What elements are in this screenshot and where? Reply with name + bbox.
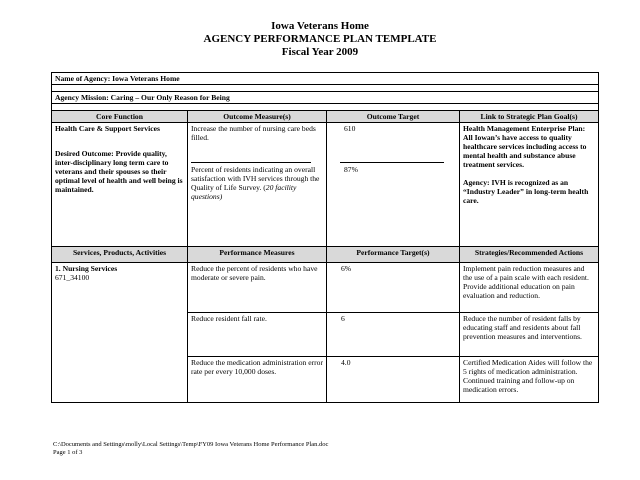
header-performance-targets: Performance Target(s) xyxy=(327,247,460,263)
spacer-row xyxy=(52,104,599,111)
header-strategies: Strategies/Recommended Actions xyxy=(460,247,599,263)
measure-2-main: Percent of residents indicating an overall satisfaction with IVH services through the Quality of Life Survey. ( xyxy=(191,165,320,192)
agency-name-row xyxy=(52,73,599,85)
header-core-function: Core Function xyxy=(52,111,188,123)
link-1: Health Management Enterprise Plan: All Iowan’s have access to quality healthcare services including access to mental health and substance abuse treatment services. xyxy=(463,124,587,169)
performance-measure: Reduce the medication administration error rate per every 10,000 doses. xyxy=(188,357,327,403)
header-outcome-target: Outcome Target xyxy=(327,111,460,123)
outcome-measures-cell xyxy=(188,123,327,247)
desired-outcome-text: Desired Outcome: Provide quality, inter-disciplinary long term care to veterans and their spouses so their optimal level of health and well being is maintained. xyxy=(55,149,183,194)
outcome-target-cell xyxy=(327,123,460,247)
performance-target: 4.0 xyxy=(327,357,460,403)
divider xyxy=(340,162,444,163)
measure-2-note: 20 facility questions) xyxy=(191,183,297,201)
recommended-action: Implement pain reduction measures and the use of a pain scale with each resident. Provide additional education on pain evaluation and reduction. xyxy=(460,263,599,313)
section1-body-row xyxy=(52,123,599,247)
section1-header-row xyxy=(52,111,599,123)
link-2: Agency: IVH is recognized as an “Industry Leader” in long-term health care. xyxy=(463,178,589,205)
header-services: Services, Products, Activities xyxy=(52,247,188,263)
header-link-strategic: Link to Strategic Plan Goal(s) xyxy=(460,111,599,123)
recommended-action: Reduce the number of resident falls by educating staff and residents about fall prevention measures and interventions. xyxy=(460,313,599,357)
performance-measure: Reduce the percent of residents who have moderate or severe pain. xyxy=(188,263,327,313)
page-footer xyxy=(53,441,328,457)
measure-2 xyxy=(191,165,323,201)
core-function-text: Health Care & Support Services xyxy=(55,124,160,133)
agency-mission: Agency Mission: Caring – Our Only Reason for Being xyxy=(52,92,599,104)
performance-target: 6 xyxy=(327,313,460,357)
service-name: 1. Nursing Services xyxy=(55,264,118,273)
measure-1: Increase the number of nursing care beds filled. xyxy=(191,124,316,142)
agency-name: Name of Agency: Iowa Veterans Home xyxy=(52,73,599,85)
header-outcome-measures: Outcome Measure(s) xyxy=(188,111,327,123)
header-performance-measures: Performance Measures xyxy=(188,247,327,263)
recommended-action: Certified Medication Aides will follow the 5 rights of medication administration. Continued training and follow-up on medication errors. xyxy=(460,357,599,403)
document-title xyxy=(0,20,640,59)
title-line-2: AGENCY PERFORMANCE PLAN TEMPLATE xyxy=(203,33,437,45)
title-line-3: Fiscal Year 2009 xyxy=(281,46,359,58)
page-number: Page 1 of 3 xyxy=(53,449,83,456)
performance-target: 6% xyxy=(327,263,460,313)
target-2: 87% xyxy=(344,165,358,174)
service-code: 671_34100 xyxy=(55,273,90,282)
file-path: C:\Documents and Settings\molly\Local Settings\Temp\FY09 Iowa Veterans Home Performance Plan.doc xyxy=(53,441,329,448)
performance-measure: Reduce resident fall rate. xyxy=(188,313,327,357)
divider xyxy=(191,162,311,163)
strategic-link-cell xyxy=(460,123,599,247)
core-function-cell xyxy=(52,123,188,247)
agency-mission-row xyxy=(52,92,599,104)
table-row xyxy=(52,263,599,313)
section2-header-row xyxy=(52,247,599,263)
title-line-1: Iowa Veterans Home xyxy=(271,20,369,32)
spacer-row xyxy=(52,85,599,92)
target-1: 610 xyxy=(344,124,356,133)
service-cell xyxy=(52,263,188,403)
performance-plan-table xyxy=(51,72,599,403)
